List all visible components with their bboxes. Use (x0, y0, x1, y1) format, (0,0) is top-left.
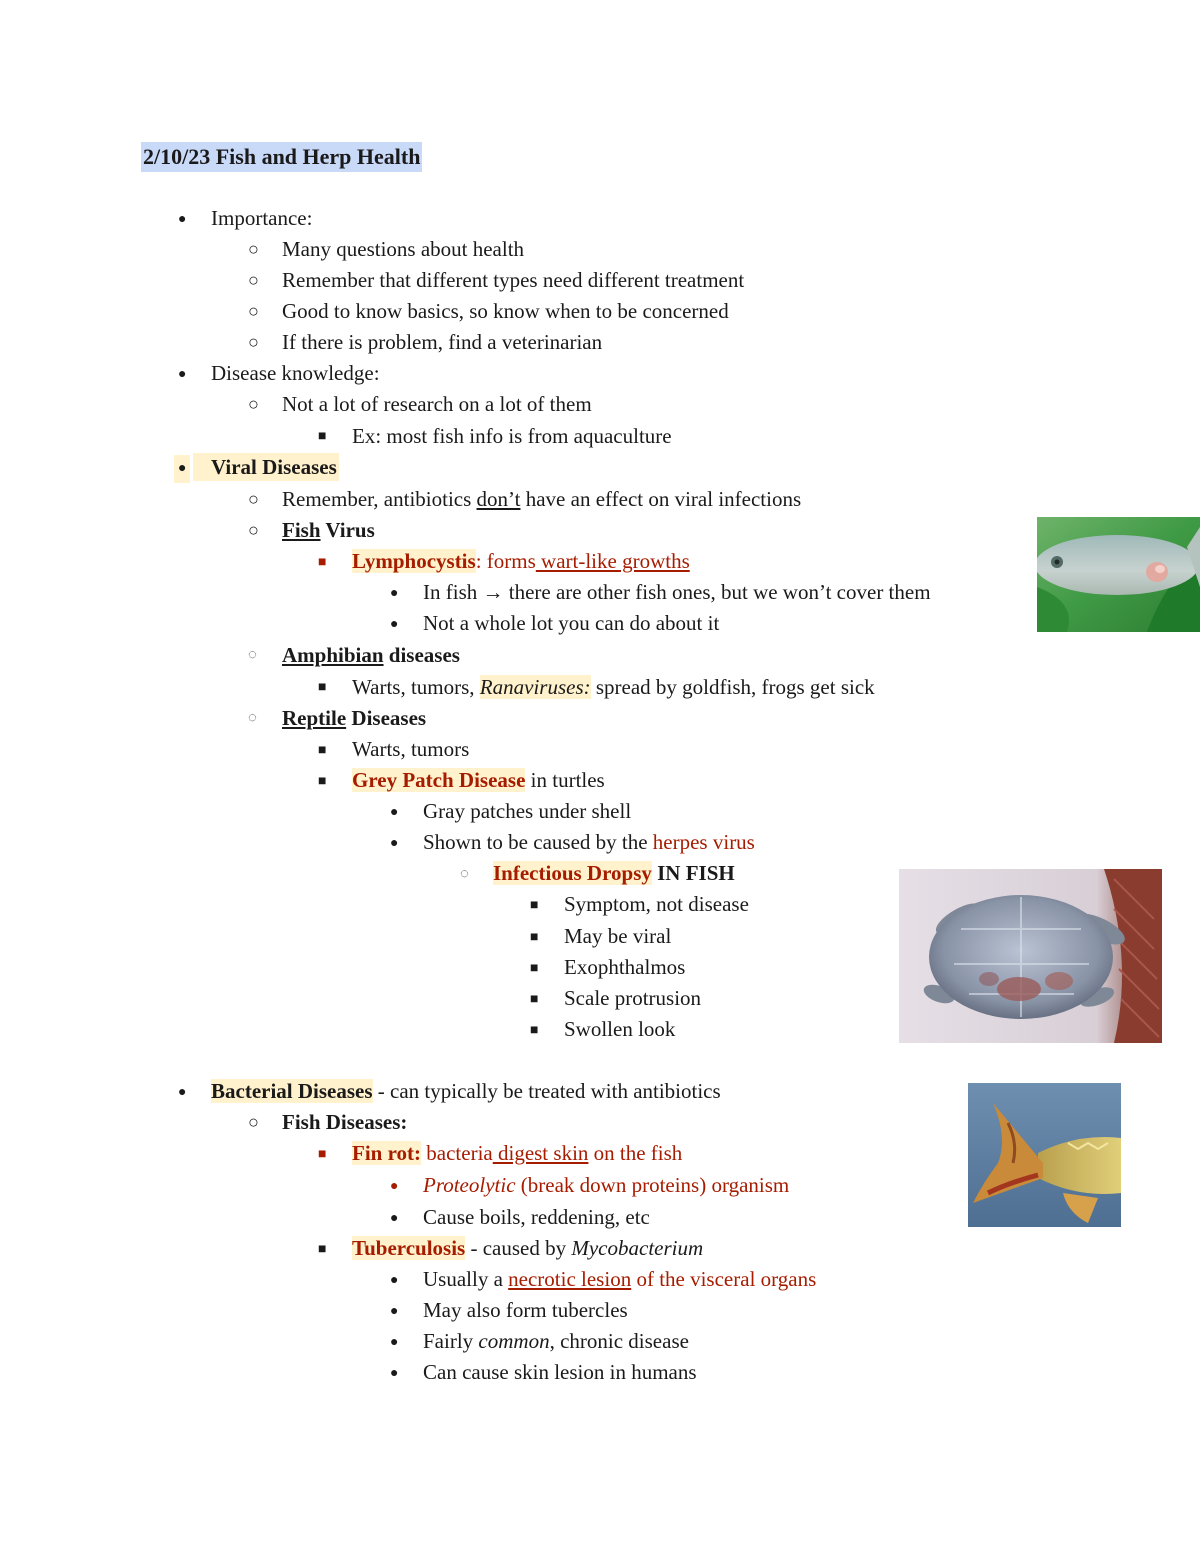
antibiotics-pre: Remember, antibiotics (282, 487, 477, 511)
dropsy-post: IN FISH (651, 861, 735, 885)
virus-word: Virus (320, 518, 375, 542)
antibiotics-underlined: don’t (476, 487, 521, 511)
grey-patch-post: in turtles (525, 768, 605, 792)
reptile-word: Reptile (282, 706, 347, 730)
dropsy-item: Symptom, not disease (564, 892, 749, 916)
bullet-disc: ● (390, 1304, 399, 1319)
fin-rot-illustration (968, 1083, 1121, 1227)
bullet-square: ■ (318, 1147, 327, 1162)
proteolytic-term: Proteolytic (423, 1173, 516, 1197)
bullet-square: ■ (530, 1023, 539, 1038)
fin-rot-pre: bacteria (421, 1141, 493, 1165)
tb-sub-post: of the visceral organs (631, 1267, 817, 1291)
tuberculosis-term: Tuberculosis (352, 1236, 466, 1260)
antibiotics-post: have an effect on viral infections (520, 487, 802, 511)
dropsy-item: Exophthalmos (564, 955, 686, 979)
grey-patch-term: Grey Patch Disease (352, 768, 526, 792)
page-title: 2/10/23 Fish and Herp Health (141, 142, 422, 172)
bullet-square: ■ (530, 961, 539, 976)
tb-sub3-italic: common (478, 1329, 550, 1353)
lymphocystis-sub: In fish → there are other fish ones, but we won’t cover them (423, 580, 931, 604)
tuberculosis-line (352, 1234, 703, 1262)
tb-sub3-post: , chronic disease (549, 1329, 689, 1353)
dropsy-item: Swollen look (564, 1017, 676, 1041)
bullet-square: ■ (318, 743, 327, 758)
lymphocystis-colon: : forms (475, 549, 536, 573)
fin-rot-fish-photo (968, 1083, 1121, 1227)
proteolytic-post: (break down proteins) organism (515, 1173, 790, 1197)
amphibian-pre: Warts, tumors, (352, 675, 480, 699)
lymphocystis-line (352, 547, 690, 575)
diseases-word: diseases (383, 643, 460, 667)
bullet-circle: ○ (248, 394, 259, 414)
bacterial-post: - can typically be treated with antibiotics (372, 1079, 721, 1103)
bullet-disc: ● (390, 1273, 399, 1288)
bullet-dotted-circle: ◌ (248, 647, 257, 663)
tuberculosis-post: - caused by (465, 1236, 572, 1260)
bullet-disc: ● (178, 367, 187, 382)
lymphocystis-underlined: wart-like growths (535, 549, 690, 573)
amphibian-heading (282, 641, 460, 669)
reptile-diseases-word: Diseases (346, 706, 427, 730)
bullet-circle: ○ (248, 239, 259, 259)
disease-knowledge-item: Not a lot of research on a lot of them (282, 392, 592, 416)
disease-knowledge-label: Disease knowledge: (211, 361, 380, 385)
necrotic-lesion-term: necrotic lesion (508, 1267, 632, 1291)
bacterial-line (211, 1077, 721, 1105)
bullet-disc: ● (390, 1366, 399, 1381)
bullet-disc: ● (390, 1335, 399, 1350)
bullet-disc: ● (390, 617, 399, 632)
bullet-square: ■ (318, 555, 327, 570)
tb-sub (423, 1265, 816, 1293)
disease-knowledge-sub: Ex: most fish info is from aquaculture (352, 424, 672, 448)
dropsy-term: Infectious Dropsy (493, 861, 652, 885)
tb-sub: Can cause skin lesion in humans (423, 1360, 697, 1384)
bacterial-heading: Bacterial Diseases (211, 1079, 373, 1103)
bullet-square: ■ (318, 680, 327, 695)
dropsy-heading (493, 859, 735, 887)
importance-item: If there is problem, find a veterinarian (282, 330, 603, 354)
bullet-dotted-circle: ◌ (460, 866, 469, 882)
bullet-square: ■ (530, 898, 539, 913)
bullet-circle: ○ (248, 332, 259, 352)
herpes-pre: Shown to be caused by the (423, 830, 653, 854)
ranavirus-term: Ranaviruses: (479, 675, 591, 699)
bullet-square: ■ (530, 992, 539, 1007)
bullet-circle: ○ (248, 489, 259, 509)
fish-virus-heading (282, 516, 375, 544)
dropsy-item: May be viral (564, 924, 672, 948)
bullet-disc: ● (390, 586, 399, 601)
amphibian-item (352, 673, 875, 701)
bullet-square: ■ (318, 774, 327, 789)
bullet-circle: ○ (248, 1112, 259, 1132)
bullet-circle: ○ (248, 270, 259, 290)
bullet-disc: ● (390, 805, 399, 820)
fin-rot-term: Fin rot: (352, 1141, 422, 1165)
proteolytic-line (423, 1171, 789, 1199)
mycobacterium-term: Mycobacterium (571, 1236, 704, 1260)
bullet-disc: ● (174, 455, 190, 483)
importance-item: Remember that different types need different treatment (282, 268, 745, 292)
lymphocystis-sub: Not a whole lot you can do about it (423, 611, 720, 635)
bullet-square: ■ (530, 930, 539, 945)
herpes-term: herpes virus (652, 830, 755, 854)
importance-item: Good to know basics, so know when to be concerned (282, 299, 729, 323)
bullet-disc: ● (390, 1211, 399, 1226)
turtle-illustration (899, 869, 1162, 1043)
lymphocystis-fish-photo (1037, 517, 1200, 632)
fin-rot-post: on the fish (588, 1141, 683, 1165)
dropsy-item: Scale protrusion (564, 986, 702, 1010)
amphibian-word: Amphibian (282, 643, 384, 667)
grey-patch-turtle-photo (899, 869, 1162, 1043)
bullet-circle: ○ (248, 520, 259, 540)
tb-sub3-pre: Fairly (423, 1329, 479, 1353)
tb-sub (423, 1327, 689, 1355)
fish-word: Fish (282, 518, 321, 542)
bullet-disc: ● (390, 1179, 399, 1194)
bullet-square: ■ (318, 429, 327, 444)
bullet-square: ■ (318, 1242, 327, 1257)
grey-patch-sub (423, 828, 755, 856)
fish-illustration (1037, 517, 1200, 632)
fin-rot-underlined: digest skin (492, 1141, 589, 1165)
bullet-dotted-circle: ◌ (248, 710, 257, 726)
fish-diseases-heading: Fish Diseases: (282, 1110, 408, 1134)
bullet-circle: ○ (248, 301, 259, 321)
fin-rot-line (352, 1139, 682, 1167)
viral-heading: Viral Diseases (193, 453, 339, 481)
importance-label: Importance: (211, 206, 313, 230)
grey-patch-sub: Gray patches under shell (423, 799, 632, 823)
reptile-heading (282, 704, 426, 732)
bullet-disc: ● (178, 1085, 187, 1100)
grey-patch-line (352, 766, 605, 794)
tb-sub-pre: Usually a (423, 1267, 509, 1291)
boils-line: Cause boils, reddening, etc (423, 1205, 650, 1229)
amphibian-post: spread by goldfish, frogs get sick (590, 675, 875, 699)
reptile-item: Warts, tumors (352, 737, 470, 761)
lymphocystis-term: Lymphocystis (352, 549, 476, 573)
antibiotics-note (282, 485, 801, 513)
importance-item: Many questions about health (282, 237, 525, 261)
bullet-disc: ● (390, 836, 399, 851)
tb-sub: May also form tubercles (423, 1298, 628, 1322)
bullet-disc: ● (178, 212, 187, 227)
